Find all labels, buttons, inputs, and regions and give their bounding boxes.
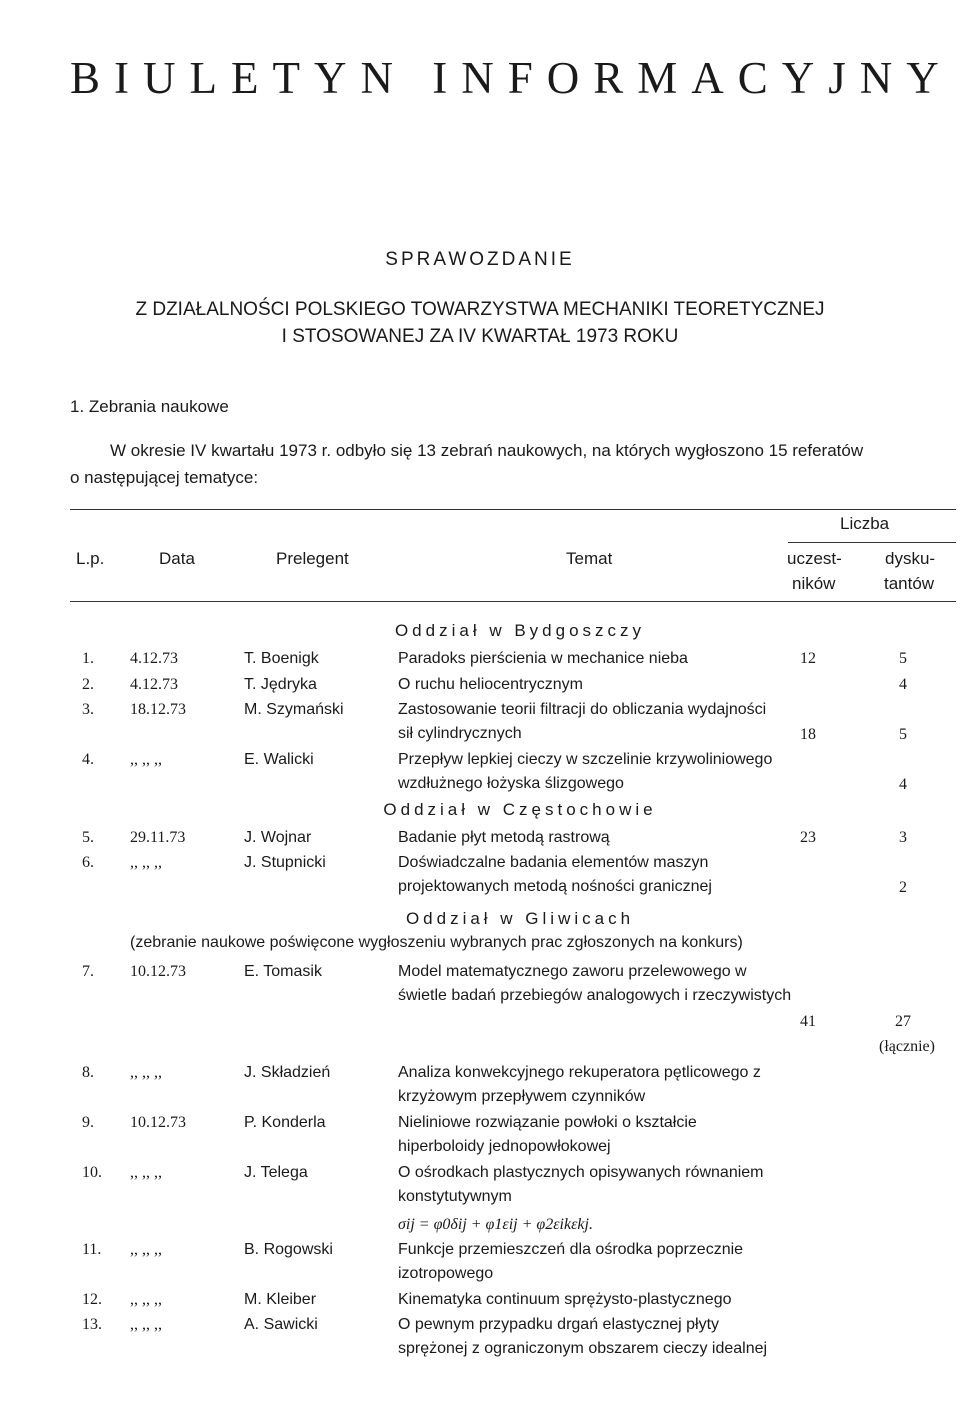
header-participants-line1: uczest-	[787, 549, 842, 568]
row-topic: O pewnym przypadku drgań elastycznej płyty sprężonej z ograniczonym obszarem cieczy idealnej	[398, 1316, 768, 1357]
row-date: 10.12.73	[130, 963, 186, 980]
row-date: ,, ,, ,,	[130, 1241, 162, 1258]
row-number: 10.	[82, 1164, 102, 1181]
row-speaker: M. Kleiber	[244, 1291, 317, 1308]
header-date: Data	[159, 549, 195, 568]
intro-line2: o następującej tematyce:	[70, 468, 259, 487]
row-participants: 18	[800, 726, 816, 743]
row-number: 6.	[82, 854, 94, 871]
row-discussants: 4	[899, 776, 907, 793]
row-number: 3.	[82, 701, 94, 718]
header-speaker: Prelegent	[276, 549, 349, 568]
row-number: 13.	[82, 1316, 102, 1333]
row-date: ,, ,, ,,	[130, 1291, 162, 1308]
row-topic: Model matematycznego zaworu przelewowego w świetle badań przebiegów analogowych i rzeczywistych	[398, 963, 792, 1004]
header-count-group: Liczba	[840, 514, 890, 533]
row-topic: Doświadczalne badania elementów maszyn projektowanych metodą nośności granicznej	[398, 854, 712, 895]
row-date: ,, ,, ,,	[130, 1164, 162, 1181]
row-number: 9.	[82, 1114, 94, 1131]
header-discussants-line1: dysku-	[885, 549, 936, 568]
row-speaker: E. Tomasik	[244, 963, 322, 980]
row-topic: Przepływ lepkiej cieczy w szczelinie krzywoliniowego wzdłużnego łożyska ślizgowego	[398, 751, 773, 792]
row-speaker: B. Rogowski	[244, 1241, 333, 1258]
row-topic: O ruchu heliocentrycznym	[398, 676, 583, 693]
row-topic: Badanie płyt metodą rastrową	[398, 829, 610, 846]
row-speaker: J. Telega	[244, 1164, 308, 1181]
row-date: 4.12.73	[130, 676, 178, 693]
row-topic: Funkcje przemieszczeń dla ośrodka poprzecznie izotropowego	[398, 1241, 744, 1282]
row-number: 2.	[82, 676, 94, 693]
header-lp: L.p.	[76, 549, 105, 568]
row-date: 4.12.73	[130, 650, 178, 667]
row-number: 12.	[82, 1291, 102, 1308]
division-heading: Oddział w Częstochowie	[383, 800, 657, 819]
division-heading: Oddział w Bydgoszczy	[394, 621, 646, 640]
row-participants: 12	[800, 650, 816, 667]
row-date: 29.11.73	[130, 829, 186, 846]
row-speaker: M. Szymański	[244, 701, 344, 718]
row-topic: Paradoks pierścienia w mechanice nieba	[398, 650, 688, 667]
header-discussants-line2: tantów	[884, 574, 935, 593]
table-top-rule	[70, 509, 956, 510]
row-date: ,, ,, ,,	[130, 751, 162, 768]
division-heading: Oddział w Gliwicach	[405, 909, 635, 928]
row-discussants: 2	[899, 879, 907, 896]
row-topic: O ośrodkach plastycznych opisywanych równaniem konstytutywnym	[398, 1164, 764, 1205]
row-topic: Zastosowanie teorii filtracji do obliczania wydajności sił cylindrycznych	[398, 701, 767, 742]
row-number: 8.	[82, 1064, 94, 1081]
row-participants: 23	[800, 829, 816, 846]
row-speaker: J. Stupnicki	[244, 854, 326, 871]
row-topic: Nieliniowe rozwiązanie powłoki o kształcie hiperboloidy jednopowłokowej	[398, 1114, 697, 1155]
header-participants-line2: ników	[792, 574, 836, 593]
row-date: ,, ,, ,,	[130, 854, 162, 871]
header-topic: Temat	[566, 549, 613, 568]
row-participants: 41	[800, 1013, 816, 1030]
report-subtitle-line1: Z DZIAŁALNOŚCI POLSKIEGO TOWARZYSTWA MECHANIKI TEORETYCZNEJ	[135, 299, 825, 320]
report-subtitle-line2: I STOSOWANEJ ZA IV KWARTAŁ 1973 ROKU	[281, 326, 679, 347]
row-speaker: J. Składzień	[244, 1064, 331, 1081]
division-note: (zebranie naukowe poświęcone wygłoszeniu wybranych prac zgłoszonych na konkurs)	[130, 934, 743, 951]
row-number: 11.	[82, 1241, 102, 1258]
row-speaker: E. Walicki	[244, 751, 314, 768]
row-discussants: 4	[899, 676, 907, 693]
row-date: ,, ,, ,,	[130, 1064, 162, 1081]
row-speaker: J. Wojnar	[244, 829, 312, 846]
row-number: 7.	[82, 963, 94, 980]
row-date: 18.12.73	[130, 701, 186, 718]
intro-line1: W okresie IV kwartału 1973 r. odbyło się 13 zebrań naukowych, na których wygłoszono 15 referatów	[110, 441, 864, 460]
bulletin-banner: BIULETYN INFORMACYJNY	[70, 53, 953, 103]
row-speaker: T. Jędryka	[244, 676, 317, 693]
row-number: 5.	[82, 829, 94, 846]
row-discussants: 27	[895, 1013, 911, 1030]
report-title: SPRAWOZDANIE	[385, 249, 575, 270]
row-speaker: T. Boenigk	[244, 650, 319, 667]
row-topic: Kinematyka continuum sprężysto-plastycznego	[398, 1291, 732, 1308]
row-number: 1.	[82, 650, 94, 667]
row-discussants-note: (łącznie)	[879, 1038, 935, 1055]
table-header-rule	[70, 601, 956, 602]
row-formula: σij = φ0δij + φ1εij + φ2εikεkj.	[398, 1216, 593, 1233]
row-speaker: P. Konderla	[244, 1114, 326, 1131]
row-discussants: 5	[899, 726, 907, 743]
row-date: ,, ,, ,,	[130, 1316, 162, 1333]
row-speaker: A. Sawicki	[244, 1316, 318, 1333]
count-group-rule	[788, 542, 956, 543]
row-discussants: 5	[899, 650, 907, 667]
row-number: 4.	[82, 751, 94, 768]
row-discussants: 3	[899, 829, 907, 846]
section-heading: 1. Zebrania naukowe	[70, 397, 229, 416]
row-topic: Analiza konwekcyjnego rekuperatora pętlicowego z krzyżowym przepływem czynników	[398, 1064, 761, 1105]
row-date: 10.12.73	[130, 1114, 186, 1131]
